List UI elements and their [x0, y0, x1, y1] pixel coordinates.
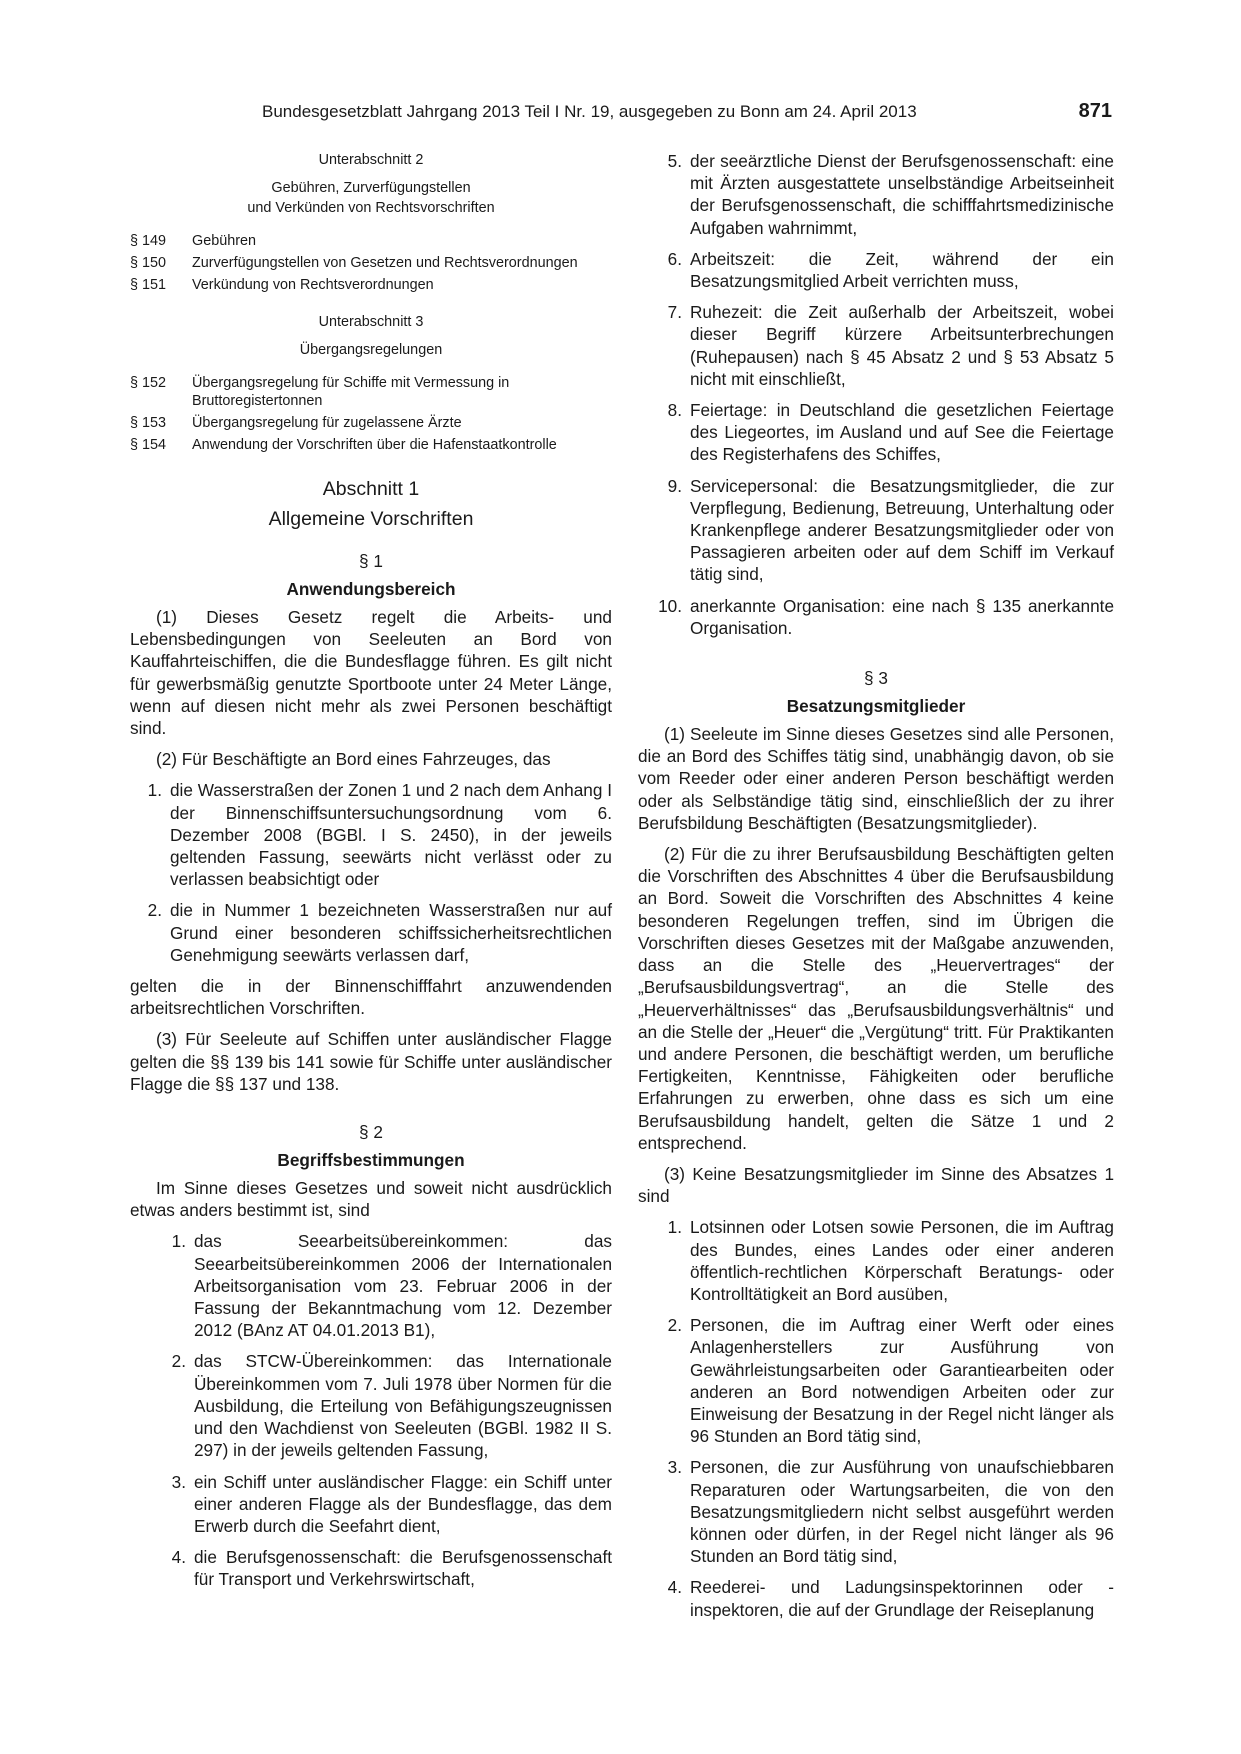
list-item: [130, 779, 612, 890]
section-2-title: Begriffsbestimmungen: [277, 1150, 465, 1171]
section-1-title: Anwendungsbereich: [286, 579, 456, 599]
list-item: [130, 1546, 612, 1590]
list-item: [638, 248, 1114, 292]
toc-text: Zurverfügungstellen von Gesetzen und Rechtsverordnungen: [192, 255, 578, 271]
toc-text: Übergangsregelung für zugelassene Ärzte: [192, 415, 462, 431]
section-2-number: § 2: [359, 1122, 383, 1143]
list-item: [638, 1576, 1114, 1620]
toc-text: Verkündung von Rechtsverordnungen: [192, 277, 434, 293]
section-3-para-3: (3) Keine Besatzungsmitglieder im Sinne des Absatzes 1 sind: [638, 1163, 1114, 1207]
item-num: 5.: [667, 151, 682, 171]
section-3-para-1: (1) Seeleute im Sinne dieses Gesetzes sind alle Personen, die an Bord des Schiffes tätig sind, unabhängig davon, ob sie vom Reeder oder einer anderen Person beschäftigt werden oder als Selbständige tätig sind, einschließlich der zu ihrer Berufsbildung Beschäftigten (Besatzungsmitglieder).: [638, 724, 1114, 833]
item-text: Ruhezeit: die Zeit außerhalb der Arbeitszeit, wobei dieser Begriff kürzere Arbeitsunterbrechungen (Ruhepausen) nach § 45 Absatz 2 und § 53 Absatz 5 nicht mit einschließt,: [690, 302, 1114, 389]
item-num: 9.: [667, 475, 682, 496]
section-3-number: § 3: [864, 668, 888, 689]
section-1-number: § 1: [359, 551, 383, 571]
item-text: das Seearbeitsübereinkommen: das Seearbeitsübereinkommen 2006 der Internationalen Arbeitsorganisation vom 23. Februar 2006 in der Fassung der Bekanntmachung vom 12. Dezember 2012 (BAnz AT 04.01.2013 B1),: [194, 1231, 612, 1341]
right-column: [638, 150, 1114, 1630]
toc-entry: [130, 374, 612, 410]
item-num: 2.: [667, 1315, 682, 1336]
toc-num: § 150: [130, 255, 167, 271]
list-item: [638, 1216, 1114, 1305]
toc-entry: [130, 414, 612, 432]
item-num: 2.: [171, 1351, 186, 1372]
subsection-2-line2: und Verkünden von Rechtsvorschriften: [247, 200, 495, 216]
item-text: Personen, die im Auftrag einer Werft oder eines Anlagenherstellers zur Ausführung von Gewährleistungsarbeiten oder Garantiearbeiten oder anderen an Bord notwendigen Arbeiten oder zur Einweisung der Besatzung in der Regel nicht länger als 96 Stunden an Bord tätig sind,: [690, 1315, 1114, 1447]
item-num: 10.: [658, 595, 682, 616]
item-num: 4.: [171, 1547, 186, 1568]
abschnitt-number: Abschnitt 1: [322, 478, 420, 500]
toc-entry: [130, 276, 612, 294]
subsection-2-heading: [130, 150, 612, 218]
toc-num: § 151: [130, 277, 167, 293]
item-text: Servicepersonal: die Besatzungsmitglieder, die zur Verpflegung, Bedienung, Betreuung, Unterhaltung oder Krankenpflege anderer Besatzungsmitglieder oder von Passagieren arbeiten oder auf dem Schiff im Verkauf tätig sind,: [690, 475, 1114, 585]
item-text: ein Schiff unter ausländischer Flagge: ein Schiff unter einer anderen Flagge als der Bundesflagge, das dem Erwerb durch die Seefahrt dient,: [194, 1471, 612, 1536]
item-text: Personen, die zur Ausführung von unaufschiebbaren Reparaturen oder Wartungsarbeiten, die von den Besatzungsmitgliedern nicht selbst ausgeführt werden können oder dürfen, in der Regel nicht länger als 96 Stunden an Bord tätig sind,: [690, 1457, 1114, 1567]
list-item: [638, 399, 1114, 466]
toc-text: Anwendung der Vorschriften über die Hafenstaatkontrolle: [192, 437, 557, 453]
header-title: Bundesgesetzblatt Jahrgang 2013 Teil I Nr. 19, ausgegeben zu Bonn am 24. April 2013: [262, 102, 917, 121]
item-num: 4.: [667, 1577, 682, 1598]
item-text: Feiertage: in Deutschland die gesetzlichen Feiertage des Liegeortes, im Ausland und auf See die Feiertage des Registerhafens des Schiffes,: [690, 400, 1114, 465]
item-text: die in Nummer 1 bezeichneten Wasserstraßen nur auf Grund einer besonderen schiffssicherheitsrechtlichen Genehmigung seewärts verlassen darf,: [170, 900, 612, 965]
item-text: Reederei- und Ladungsinspektorinnen oder -inspektoren, die auf der Grundlage der Reiseplanung: [690, 1577, 1114, 1620]
list-item: [638, 595, 1114, 639]
toc-num: § 152: [130, 375, 167, 391]
item-num: 1.: [171, 1231, 186, 1252]
section-1-para-3: (3) Für Seeleute auf Schiffen unter ausländischer Flagge gelten die §§ 139 bis 141 sowie für Schiffe unter ausländischer Flagge die §§ 137 und 138.: [130, 1029, 612, 1094]
section-1-para-2: (2) Für Beschäftigte an Bord eines Fahrzeuges, das: [156, 749, 551, 770]
item-num: 3.: [667, 1457, 682, 1478]
subsection-3-title: Unterabschnitt 3: [318, 314, 424, 330]
item-num: 1.: [147, 780, 162, 801]
toc-list-1: [130, 232, 612, 294]
item-text: anerkannte Organisation: eine nach § 135 anerkannte Organisation.: [690, 595, 1114, 638]
list-item: [130, 899, 612, 966]
item-text: das STCW-Übereinkommen: das Internationale Übereinkommen vom 7. Juli 1978 über Normen für die Ausbildung, die Erteilung von Befähigungszeugnissen und den Wachdienst von Seeleuten (BGBl. 1982 II S. 297) in der jeweils geltenden Fassung,: [194, 1351, 612, 1461]
page-number: 871: [1078, 100, 1112, 122]
list-item: [638, 1456, 1114, 1567]
toc-entry: [130, 254, 612, 272]
section-3-para-2: (2) Für die zu ihrer Berufsausbildung Beschäftigten gelten die Vorschriften des Abschnittes 4 über die Berufsausbildung an Bord. Soweit die Vorschriften des Abschnittes 4 keine besonderen Regelungen treffen, sind im Übrigen die Vorschriften dieses Gesetzes mit der Maßgabe anzuwenden, dass an die Stelle des „Heuervertrages“ der „Berufsausbildungsvertrag“, an die Stelle des „Heuerverhältnisses“ das „Berufsausbildungsverhältnis“ und an die Stelle der „Heuer“ die „Vergütung“ tritt. Für Praktikanten und andere Personen, die beschäftigt werden, um berufliche Fertigkeiten, Kenntnisse, Fähigkeiten oder berufliche Erfahrungen zu erwerben, ohne dass es sich um eine Berufsausbildung handelt, gelten die Sätze 1 und 2 entsprechend.: [638, 844, 1114, 1153]
section-3-title: Besatzungsmitglieder: [786, 696, 966, 717]
item-num: 7.: [667, 302, 682, 323]
item-text: die Wasserstraßen der Zonen 1 und 2 nach dem Anhang I der Binnenschiffsuntersuchungsordnung vom 6. Dezember 2008 (BGBl. I S. 2450), in der jeweils geltenden Fassung, seewärts nicht verlässt oder zu verlassen beabsichtigt oder: [170, 780, 612, 890]
toc-text: Übergangsregelung für Schiffe mit Vermessung in Bruttoregistertonnen: [192, 375, 510, 409]
item-num: 3.: [171, 1471, 186, 1492]
list-item: [130, 1471, 612, 1538]
item-num: 1.: [667, 1217, 682, 1238]
list-item: [130, 1350, 612, 1461]
list-item: [638, 150, 1114, 239]
list-item: [638, 301, 1114, 390]
toc-list-2: [130, 374, 612, 454]
toc-num: § 153: [130, 415, 167, 431]
list-item: [130, 1230, 612, 1341]
subsection-2-line1: Gebühren, Zurverfügungstellen: [271, 180, 471, 196]
page-header: [262, 100, 1112, 130]
section-1-para-2-end: gelten die in der Binnenschifffahrt anzuwendenden arbeitsrechtlichen Vorschriften.: [130, 976, 612, 1019]
item-text: die Berufsgenossenschaft: die Berufsgenossenschaft für Transport und Verkehrswirtschaft,: [194, 1547, 612, 1590]
toc-num: § 154: [130, 437, 167, 453]
list-item: [638, 475, 1114, 586]
item-text: Lotsinnen oder Lotsen sowie Personen, die im Auftrag des Bundes, eines Landes oder einer anderen öffentlich-rechtlichen Körperschaft Beratungs- oder Kontrolltätigkeit an Bord ausüben,: [690, 1217, 1114, 1304]
toc-text: Gebühren: [192, 233, 257, 249]
section-2-intro: Im Sinne dieses Gesetzes und soweit nicht ausdrücklich etwas anders bestimmt ist, sind: [130, 1178, 612, 1221]
list-item: [638, 1314, 1114, 1447]
item-text: Arbeitszeit: die Zeit, während der ein Besatzungsmitglied Arbeit verrichten muss,: [690, 248, 1114, 292]
item-num: 8.: [667, 400, 682, 421]
section-1-para-1: (1) Dieses Gesetz regelt die Arbeits- und Lebensbedingungen von Seeleuten an Bord von Kauffahrteischiffen, die die Bundesflagge führen. Es gilt nicht für gewerbsmäßig genutzte Sportboote unter 24 Meter Länge, wenn auf diesen nicht mehr als zwei Personen beschäftigt sind.: [130, 607, 612, 739]
toc-entry: [130, 232, 612, 250]
subsection-3-name: Übergangsregelungen: [299, 342, 443, 358]
left-column: [130, 150, 612, 1600]
abschnitt-title: Allgemeine Vorschriften: [268, 508, 474, 530]
item-num: 2.: [147, 900, 162, 921]
item-num: 6.: [667, 248, 682, 269]
toc-num: § 149: [130, 233, 167, 249]
subsection-3-heading: [130, 312, 612, 360]
toc-entry: [130, 436, 612, 454]
subsection-2-title: Unterabschnitt 2: [318, 152, 424, 168]
item-text: der seeärztliche Dienst der Berufsgenossenschaft: eine mit Ärzten ausgestattete unselbständige Arbeitseinheit der Berufsgenossenschaft, die schifffahrtsmedizinische Aufgaben wahrnimmt,: [690, 151, 1114, 238]
